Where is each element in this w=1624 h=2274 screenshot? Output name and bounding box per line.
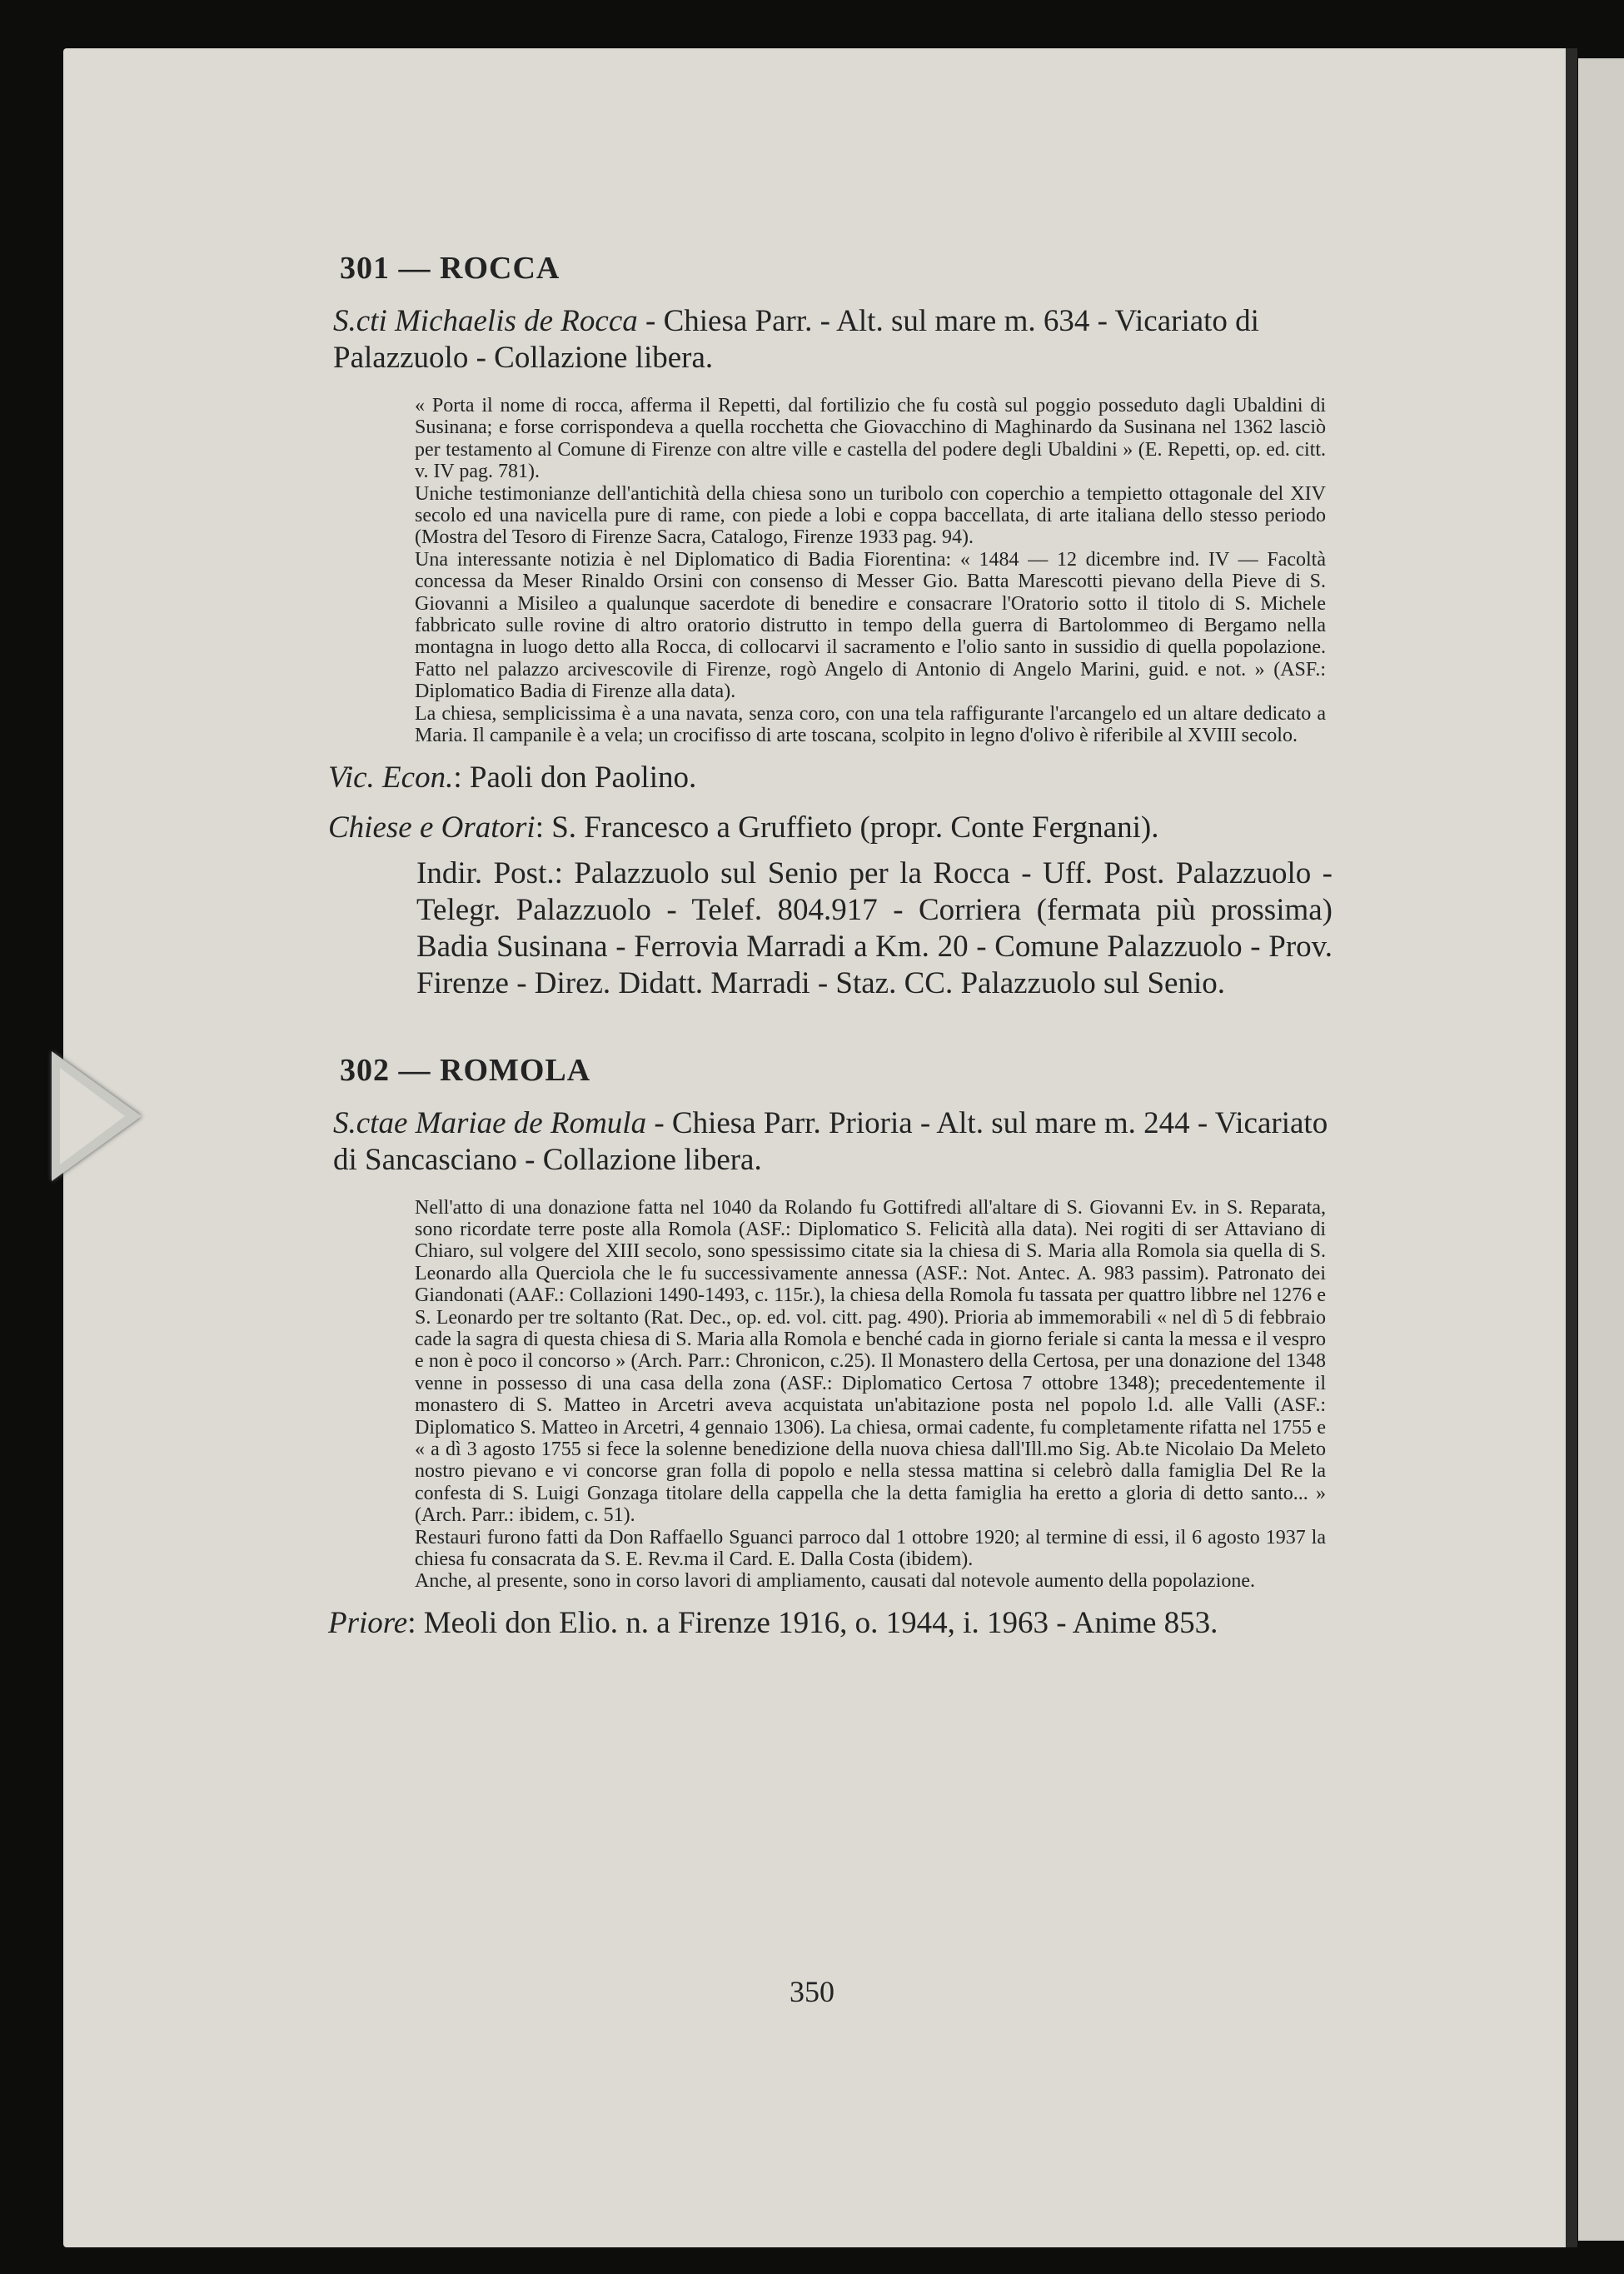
- note-paragraph: Anche, al presente, sono in corso lavori di ampliamento, causati dal notevole aumento della popolazione.: [415, 1570, 1256, 1593]
- field-label: Vic. Econ.: [328, 760, 454, 795]
- note-paragraph: Una interessante notizia è nel Diplomatico di Badia Fiorentina: « 1484 — 12 dicembre ind. IV — Facoltà concessa da Meser Rinaldo Orsini con consenso di Messer Gio. Batta Marescotti pievano della Pieve di S. Giovanni a Misileo a qualunque sacerdote di benedire e consacrare l'Oratorio sotto il titolo di S. Michele fabbricato sulle rovine di altro oratorio distrutto in tempo della guerra di Bartolommeo di Bergamo nella montagna in luogo detto alla Rocca, di collocarvi il sacramento e l'olio santo in sussidio di quella popolazione. Fatto nel palazzo arcivescovile di Firenze, rogò Angelo di Antonio di Angelo Marini, guid. e not. » (ASF.: Diplomatico Badia di Firenze alla data).: [415, 548, 1326, 703]
- facing-page-edge: [1578, 58, 1624, 2241]
- field-value: : Meoli don Elio. n. a Firenze 1916, o. 1944, i. 1963 - Anime 853.: [407, 1605, 1218, 1640]
- field-label: Chiese e Oratori: [328, 810, 536, 845]
- entry-heading: 301 — ROCCA: [340, 251, 560, 286]
- note-paragraph: Nell'atto di una donazione fatta nel 1040 da Rolando fu Gottifredi all'altare di S. Giovanni Ev. in S. Reparata, sono ricordate terre poste alla Romola (ASF.: Diplomatico S. Felicità alla data). Nei rogiti di ser Attaviano di Chiaro, sul volgere del XIII secolo, sono spessissimo citate sia la chiesa di S. Maria alla Romola sia quella di S. Leonardo alla Querciola che le fu successivamente annessa (ASF.: Not. Antec. A. 983 passim). Patronato dei Giandonati (AAF.: Collazioni 1490-1493, c. 115r.), la chiesa della Romola fu tassata per quattro libbre nel 1276 e S. Leonardo per tre soltanto (Rat. Dec., op. ed. vol. citt. pag. 490). Prioria ab immemorabili « nel dì 5 di febbraio cade la sagra di questa chiesa di S. Maria alla Romola e benché cada in giorno feriale si canta la messa e il vespro e non è poco il concorso » (Arch. Parr.: Chronicon, c.25). Il Monastero della Certosa, per una donazione del 1348 venne in possesso di una casa della zona (ASF.: Diplomatico Certosa 7 ottobre 1348); precedentemente il monastero di S. Matteo in Arcetri aveva acquistata un'abitazione posta nel popolo l.d. alle Valli (ASF.: Diplomatico S. Matteo in Arcetri, 4 gennaio 1306). La chiesa, ormai cadente, fu completamente rifatta nel 1755 e « a dì 3 agosto 1755 si fece la solenne benedizione della nuova chiesa dall'Ill.mo Sig. Ab.te Nicolaio Da Meleto nostro pievano e vi concorse gran folla di popolo e nella stessa mattina si celebrò dalla famiglia Del Re la confesta di S. Luigi Gonzaga titolare della cappella che la detta famiglia ha eretto a gloria di detto santo... » (Arch. Parr.: ibidem, c. 51).: [415, 1196, 1326, 1527]
- prior-line: [328, 1604, 1333, 1643]
- entry-heading: 302 — ROMOLA: [340, 1052, 591, 1088]
- vicar-line: [328, 759, 1333, 797]
- postal-address: Indir. Post.: Palazzuolo sul Senio per la Rocca - Uff. Post. Palazzuolo - Telegr. Palazzuolo - Telef. 804.917 - Corriera (fermata più prossima) Badia Susinana - Ferrovia Marradi a Km. 20 - Comune Palazzuolo - Prov. Firenze - Direz. Didatt. Marradi - Staz. CC. Palazzuolo sul Senio.: [416, 855, 1333, 1000]
- oratories-line: [328, 809, 1333, 847]
- entry-notes: [415, 1197, 1326, 1593]
- entry-intro: [333, 303, 1333, 377]
- latin-title: S.cti Michaelis de Rocca: [333, 304, 638, 338]
- latin-title: S.ctae Mariae de Romula: [333, 1105, 647, 1140]
- field-value: : Paoli don Paolino.: [453, 760, 697, 795]
- note-paragraph: La chiesa, semplicissima è a una navata, senza coro, con una tela raffigurante l'arcangelo ed un altare dedicato a Maria. Il campanile è a vela; un crocifisso di arte toscana, scolpito in legno d'olivo è riferibile al XVIII secolo.: [415, 702, 1326, 747]
- intro-details: - Chiesa Parr. - Alt. sul mare m. 634 - Vicariato di Palazzuolo - Collazione libera.: [333, 304, 1259, 375]
- page-number: 350: [790, 1975, 834, 2008]
- note-paragraph: Uniche testimonianze dell'antichità della chiesa sono un turibolo con coperchio a tempietto ottagonale del XIV secolo ed una navicella pure di rame, con piede a lobi e coppa baccellata, di arte italiana dello stesso periodo (Mostra del Tesoro di Firenze Sacra, Catalogo, Firenze 1933 pag. 94).: [415, 482, 1326, 549]
- entry-notes: [415, 395, 1326, 747]
- note-paragraph: « Porta il nome di rocca, afferma il Repetti, dal fortilizio che fu costà sul poggio posseduto dagli Ubaldini di Susinana; e forse corrispondeva a quella rocchetta che Giovacchino di Maghinardo da Susinana nel 1362 lasciò per testamento al Comune di Firenze con altre ville e castella del podere degli Ubaldini » (E. Repetti, op. ed. citt. v. IV pag. 781).: [415, 395, 1326, 483]
- note-paragraph: Restauri furono fatti da Don Raffaello Sguanci parroco dal 1 ottobre 1920; al termine di essi, il 6 agosto 1937 la chiesa fu consacrata da S. E. Rev.ma il Card. E. Dalla Costa (ibidem).: [415, 1526, 1326, 1570]
- field-value: : S. Francesco a Gruffieto (propr. Conte Fergnani).: [535, 810, 1159, 845]
- book-gutter: [1566, 48, 1577, 2247]
- field-label: Priore: [328, 1605, 408, 1640]
- intro-details: - Chiesa Parr. Prioria - Alt. sul mare m. 244 - Vicariato di Sancasciano - Collazione libera.: [333, 1105, 1328, 1177]
- page-content: [328, 250, 1333, 1651]
- entry-intro: [333, 1105, 1333, 1179]
